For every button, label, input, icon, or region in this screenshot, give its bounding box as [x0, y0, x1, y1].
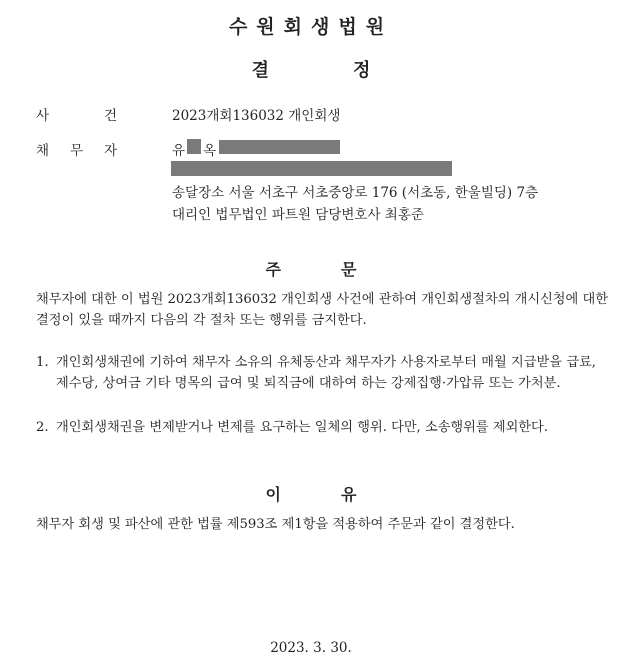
order-heading: 주 문: [265, 260, 357, 279]
decision-date: 2023. 3. 30.: [270, 640, 352, 656]
case-number: 2023개회136032 개인회생: [172, 108, 341, 124]
reason-text: 채무자 회생 및 파산에 관한 법률 제593조 제1항을 적용하여 주문과 같이 결정한다.: [36, 517, 515, 532]
redaction-address: [171, 161, 452, 176]
legal-agent: 대리인 법무법인 파트원 담당변호사 최홍준: [172, 207, 424, 223]
debtor-label: 채 무 자: [36, 143, 118, 159]
document-type-char-2: 정: [353, 60, 371, 81]
order-item-1-text: 개인회생채권에 기하여 채무자 소유의 유체동산과 채무자가 사용자로부터 매월 지급받을 급료, 제수당, 상여금 기타 명목의 급여 및 퇴직금에 대하여 하는 강제집행·가압류 또는 가처분.: [56, 355, 596, 391]
debtor-name-first: 유: [172, 143, 186, 159]
order-item-1-number: 1.: [36, 355, 49, 370]
order-item-2-text: 개인회생채권을 변제받거나 변제를 요구하는 일체의 행위. 다만, 소송행위를 제외한다.: [56, 420, 548, 435]
document-type-char-1: 결: [251, 60, 269, 81]
case-label: 사 건: [36, 108, 118, 124]
order-intro: 채무자에 대한 이 법원 2023개회136032 개인회생 사건에 관하여 개인회생절차의 개시신청에 대한 결정이 있을 때까지 다음의 각 절차 또는 행위를 금지한다.: [36, 292, 608, 328]
redaction-name: [187, 139, 201, 154]
redaction-name-rest: [219, 140, 340, 154]
order-item-2: [36, 417, 596, 438]
document-type: [0, 56, 622, 82]
order-item-1: [36, 352, 596, 394]
court-name: 수원회생법원: [228, 16, 394, 38]
reason-heading: 이 유: [265, 485, 357, 504]
debtor-name-second: 옥: [203, 143, 217, 159]
order-item-2-number: 2.: [36, 420, 49, 435]
delivery-address: 송달장소 서울 서초구 서초중앙로 176 (서초동, 한울빌딩) 7층: [172, 185, 539, 201]
